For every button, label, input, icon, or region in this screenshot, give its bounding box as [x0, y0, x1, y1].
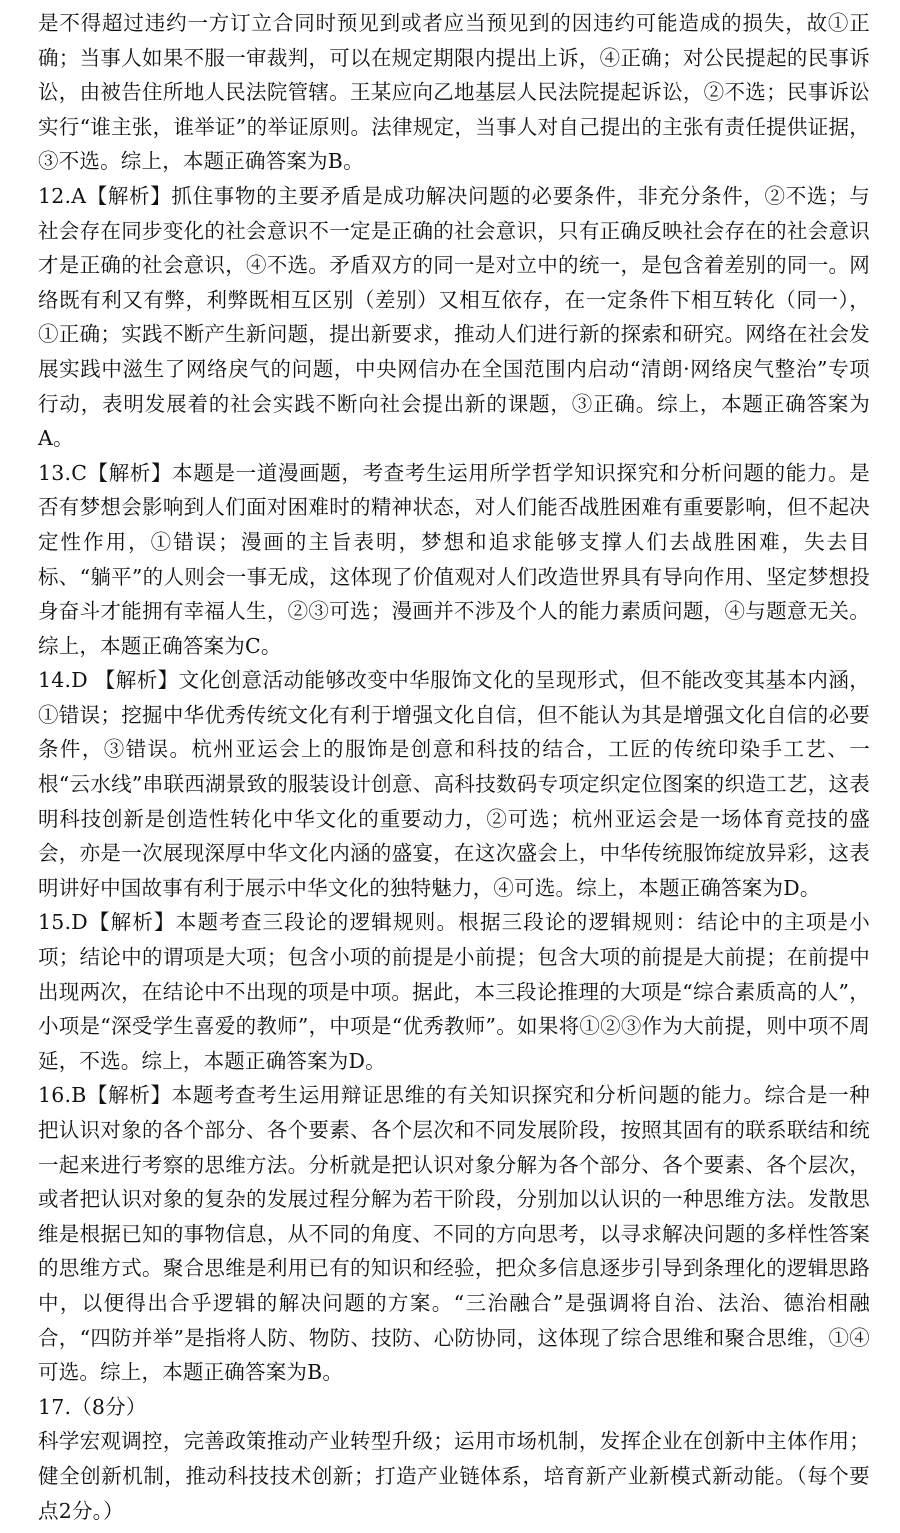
paragraph-answer-13: 13.C【解析】本题是一道漫画题，考查考生运用所学哲学知识探究和分析问题的能力。是否有梦想会影响到人们面对困难时的精神状态，对人们能否战胜困难有重要影响，但不起决定性作用，①错误；漫画的主旨表明，梦想和追求能够支撑人们去战胜困难，失去目标、“躺平”的人则会一事无成，这体现了价值观对人们改造世界具有导向作用、坚定梦想投身奋斗才能拥有幸福人生，②③可选；漫画并不涉及个人的能力素质问题，④与题意无关。综上，本题正确答案为C。 — [38, 460, 870, 658]
paragraph-answer-17: 科学宏观调控，完善政策推动产业转型升级；运用市场机制，发挥企业在创新中主体作用；健全创新机制，推动科技技术创新；打造产业链体系，培育新产业新模式新动能。（每个要点2分。） — [38, 1429, 870, 1523]
paragraph-question-17-heading: 17.（8分） — [38, 1394, 147, 1419]
paragraph-continuation-11: 是不得超过违约一方订立合同时预见到或者应当预见到的因违约可能造成的损失，故①正确；当事人如果不服一审裁判，可以在规定期限内提出上诉，④正确；对公民提起的民事诉讼，由被告住所地人民法院管辖。王某应向乙地基层人民法院提起诉讼，②不选；民事诉讼实行“谁主张，谁举证”的举证原则。法律规定，当事人对自己提出的主张有责任提供证据，③不选。综上，本题正确答案为B。 — [38, 11, 870, 174]
paragraph-answer-16: 16.B【解析】本题考查考生运用辩证思维的有关知识探究和分析问题的能力。综合是一种把认识对象的各个部分、各个要素、各个层次和不同发展阶段，按照其固有的联系联结和统一起来进行考察的思维方法。分析就是把认识对象分解为各个部分、各个要素、各个层次，或者把认识对象的复杂的发展过程分解为若干阶段，分别加以认识的一种思维方法。发散思维是根据已知的事物信息，从不同的角度、不同的方向思考，以寻求解决问题的多样性答案的思维方式。聚合思维是利用已有的知识和经验，把众多信息逐步引导到条理化的逻辑思路中，以便得出合乎逻辑的解决问题的方案。“三治融合”是强调将自治、法治、德治相融合，“四防并举”是指将人防、物防、技防、心防协同，这体现了综合思维和聚合思维，①④可选。综上，本题正确答案为B。 — [38, 1083, 870, 1385]
paragraph-answer-14: 14.D 【解析】文化创意活动能够改变中华服饰文化的呈现形式，但不能改变其基本内涵，①错误；挖掘中华优秀传统文化有利于增强文化自信，但不能认为其是增强文化自信的必要条件，③错误。杭州亚运会上的服饰是创意和科技的结合，工匠的传统印染手工艺、一根“云水线”串联西湖景致的服装设计创意、高科技数码专项定织定位图案的织造工艺，这表明科技创新是创造性转化中华文化的重要动力，②可选；杭州亚运会是一场体育竞技的盛会，亦是一次展现深厚中华文化内涵的盛宴，在这次盛会上，中华传统服饰绽放异彩，这表明讲好中国故事有利于展示中华文化的独特魅力，④可选。综上，本题正确答案为D。 — [38, 668, 870, 900]
paragraph-answer-12: 12.A【解析】抓住事物的主要矛盾是成功解决问题的必要条件，非充分条件，②不选；与社会存在同步变化的社会意识不一定是正确的社会意识，只有正确反映社会存在的社会意识才是正确的社会意识，④不选。矛盾双方的同一是对立中的统一，是包含着差别的同一。网络既有利又有弊，利弊既相互区别（差别）又相互依存，在一定条件下相互转化（同一），①正确；实践不断产生新问题，提出新要求，推动人们进行新的探索和研究。网络在社会发展实践中滋生了网络戾气的问题，中央网信办在全国范围内启动“清朗·网络戾气整治”专项行动，表明发展着的社会实践不断向社会提出新的课题，③正确。综上，本题正确答案为A。 — [38, 183, 870, 451]
paragraph-answer-15: 15.D【解析】本题考查三段论的逻辑规则。根据三段论的逻辑规则：结论中的主项是小项；结论中的谓项是大项；包含小项的前提是小前提；包含大项的前提是大前提；在前提中出现两次，在结论中不出现的项是中项。据此，本三段论推理的大项是“综合素质高的人”，小项是“深受学生喜爱的教师”，中项是“优秀教师”。如果将①②③作为大前提，则中项不周延，不选。综上，本题正确答案为D。 — [38, 910, 870, 1073]
